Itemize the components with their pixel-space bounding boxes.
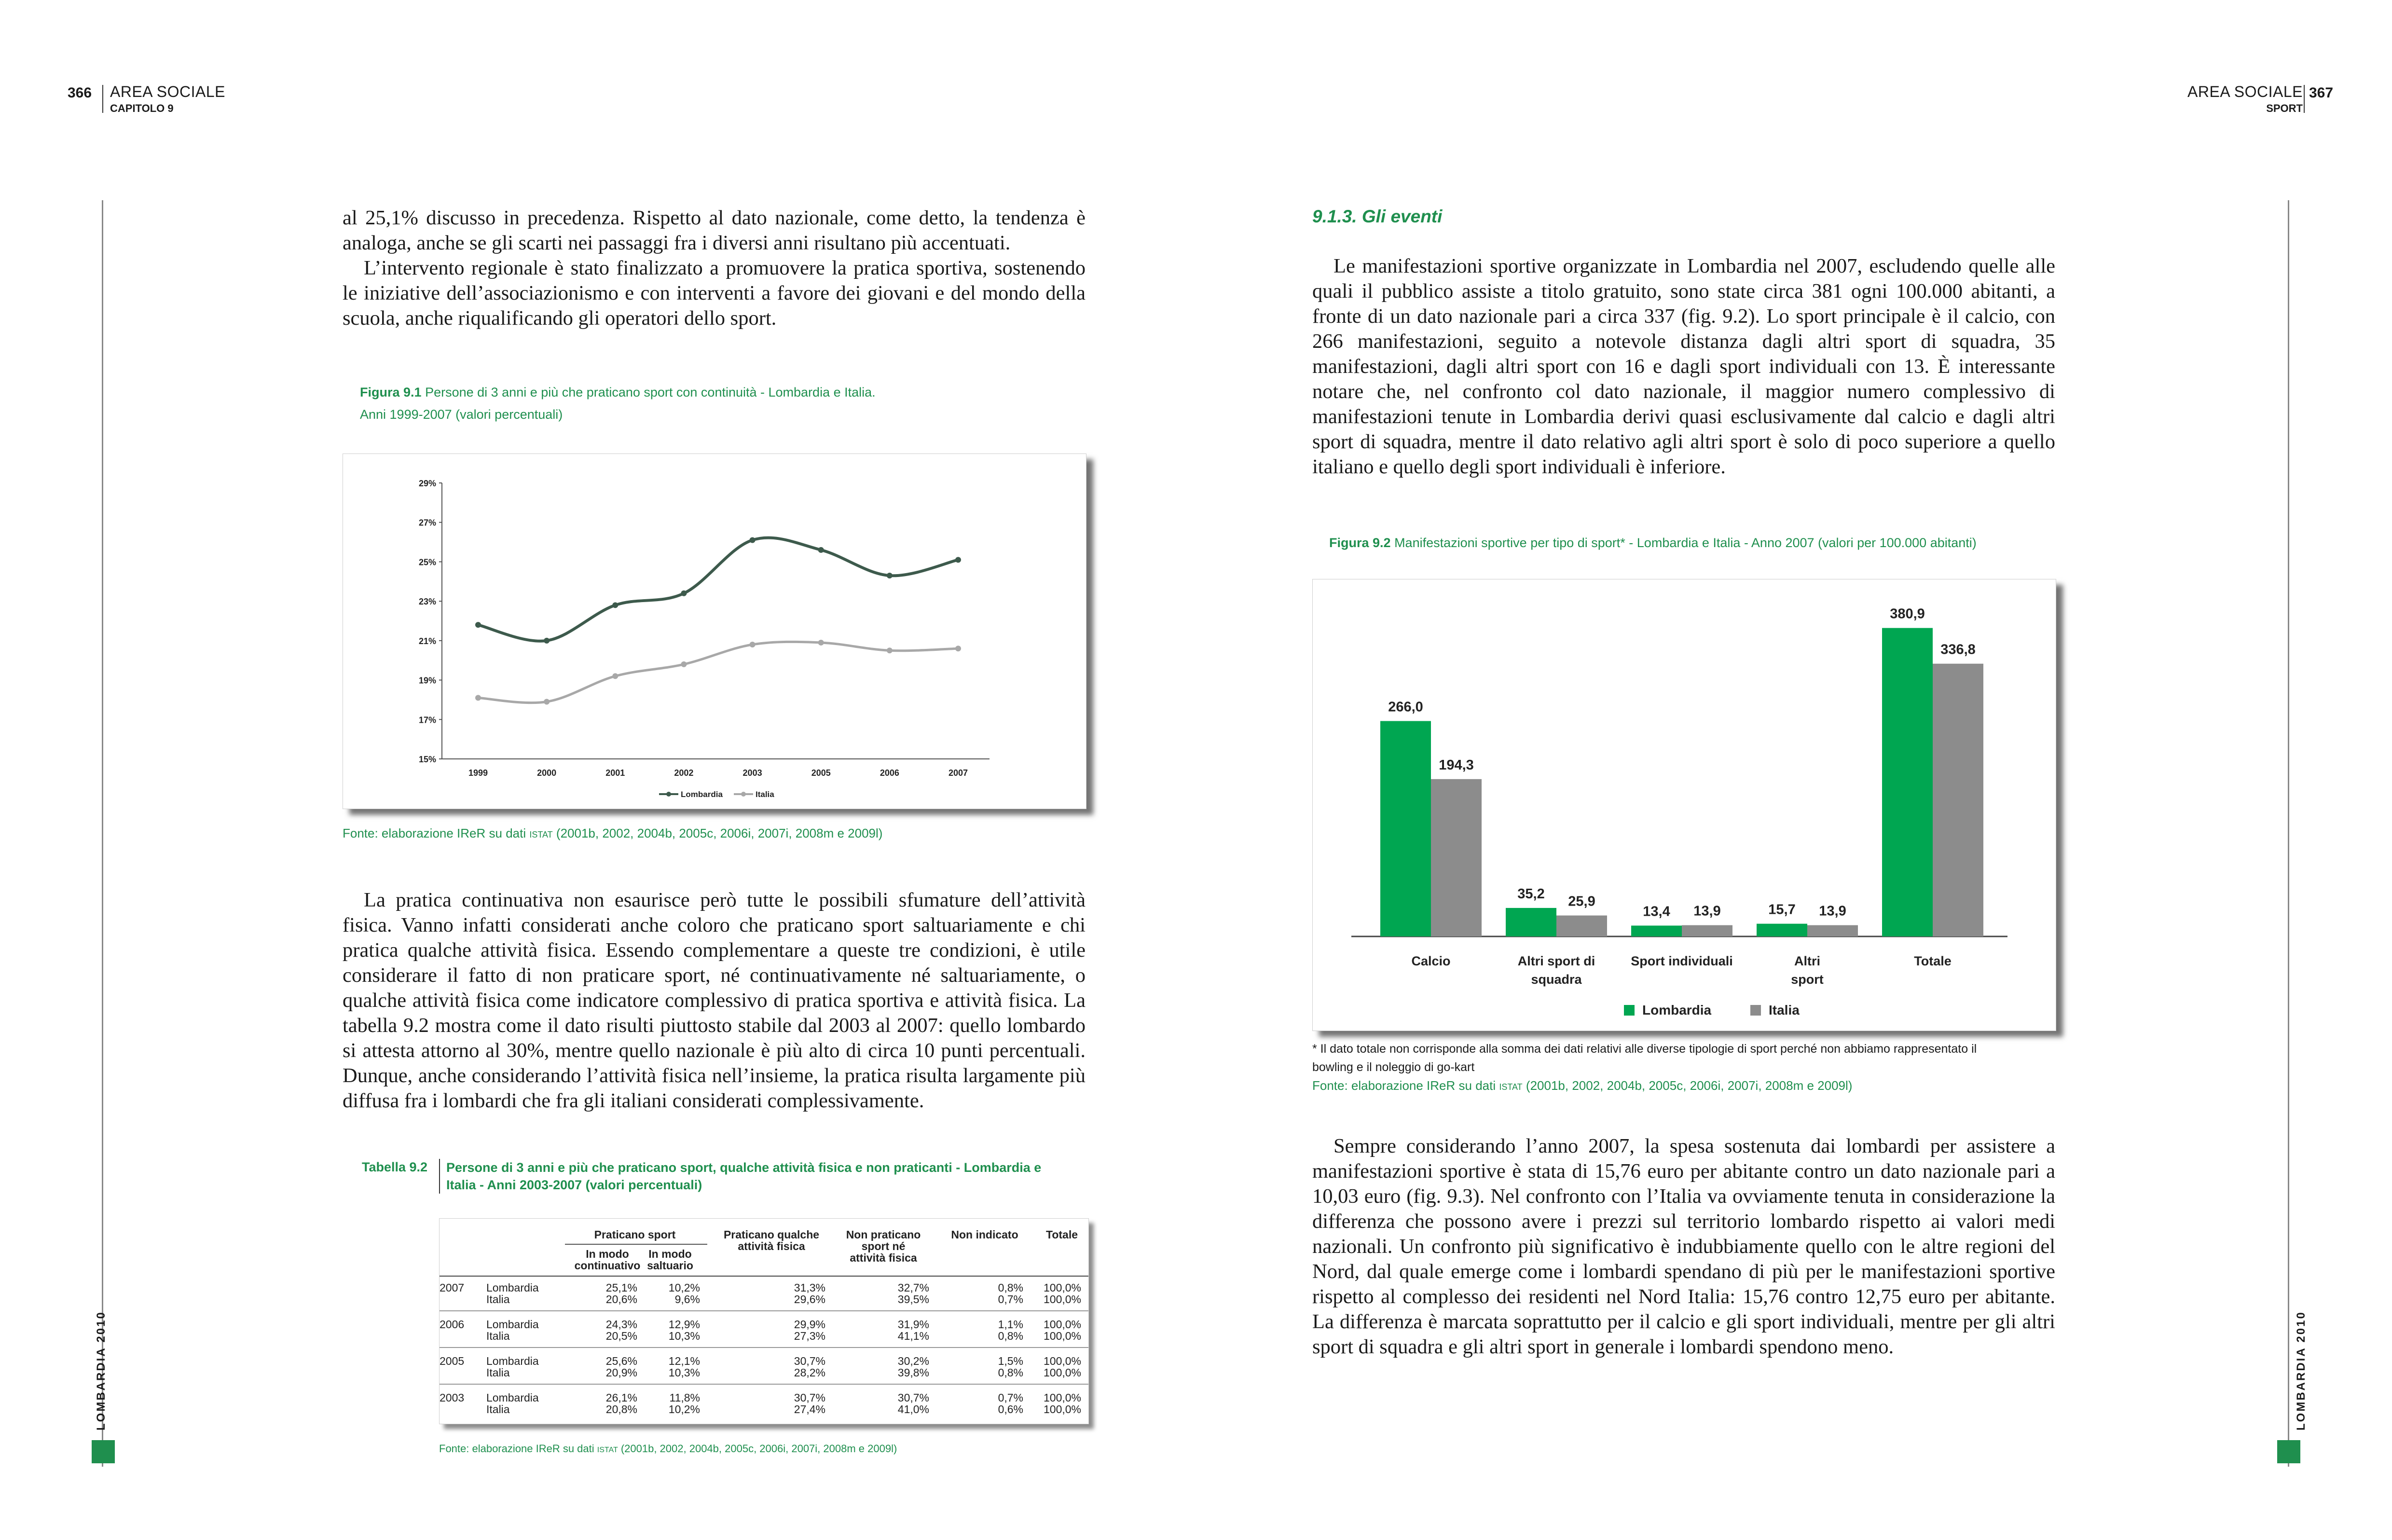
left-side-rule [102,200,103,1467]
table-cell: 12,9% [668,1318,700,1331]
table-cell: 0,7% [998,1293,1023,1306]
table-caption-line: Italia - Anni 2003-2007 (valori percentuali) [446,1178,702,1192]
y-tick-label: 17% [418,715,436,725]
table-cell: 30,7% [794,1355,825,1367]
table-cell: 25,1% [605,1281,637,1294]
source-istat: ISTAT [597,1446,618,1454]
figure-9-1-chart [343,454,1086,809]
table-cell: 27,4% [794,1403,825,1416]
bar-lombardia [1631,926,1682,936]
table-cell: 100,0% [1043,1293,1081,1306]
figure-9-1-source [343,826,882,841]
figure-caption: Persone di 3 anni e più che praticano sport con continuità - Lombardia e Italia. [425,385,876,399]
table-header: saltuario [647,1259,693,1272]
category-label: squadra [1531,972,1582,987]
table-header: Praticano qualche [723,1228,820,1241]
left-text-block-1 [343,206,1086,331]
table-region: Italia [486,1330,510,1342]
table-cell: 30,2% [897,1355,929,1367]
table-header: sport né [861,1240,906,1252]
category-label: Totale [1914,954,1952,968]
bar-lombardia [1757,924,1807,936]
right-page-number: 367 [2309,85,2334,101]
bar-lombardia [1506,908,1556,936]
table-cell: 1,5% [998,1355,1023,1367]
table-region: Lombardia [486,1355,539,1367]
table-rule [565,1244,707,1245]
data-point [475,695,481,701]
paragraph: al 25,1% discusso in precedenza. Rispetto al dato nazionale, come detto, la tendenza è analoga, anche se gli scarti nei passaggi fra i diversi anni risultano più accentuati. [343,206,1086,254]
table-cell: 31,9% [897,1318,929,1331]
table-rule [440,1347,1088,1348]
source-istat: ISTAT [1499,1082,1523,1092]
data-point [475,622,481,628]
left-page-number: 366 [68,85,92,101]
paragraph: Sempre considerando l’anno 2007, la spesa sostenuta dai lombardi per assistere a manifestazioni sportive è stata di 15,76 euro per abitante contro un dato nazionale pari a 10,03 euro (fig. 9.3). Nel confronto con l’Italia va ovviamente tenuta in considerazione la differenza che possono avere i prezzi sul territorio lombardo rispetto ai valori medi nazionali. Un confronto più significativo è indubbiamente quello con le altre regioni del Nord, dal quale emerge come i lombardi spendano di più per le manifestazioni sportive rispetto al complesso dei residenti nel Nord Italia: 15,76 contro 12,75 euro per abitante. La differenza è marcata soprattutto per il calcio e gli sport individuali, mentre per gli altri sport di squadra e gli altri sport in generale i lombardi spendono meno. [1312,1135,2055,1358]
data-label: 13,9 [1693,903,1721,919]
figure-9-2-caption [1329,532,2058,554]
figure-9-2-source [1312,1078,1852,1093]
table-cell: 0,8% [998,1366,1023,1379]
table-header: attività fisica [738,1240,805,1252]
table-year: 2007 [440,1281,465,1294]
data-point [681,591,687,596]
table-cell: 26,1% [605,1391,637,1404]
source-text: Fonte: elaborazione IReR su dati [439,1443,597,1455]
legend-marker [741,792,746,797]
category-label: Altri sport di [1517,954,1595,968]
right-header-title: AREA SOCIALE [2187,83,2303,100]
x-tick-label: 2005 [811,768,831,778]
table-body [440,1219,1088,1424]
table-cell: 30,7% [897,1391,929,1404]
table-cell: 0,7% [998,1391,1023,1404]
data-label: 266,0 [1388,699,1423,715]
table-cell: 10,2% [668,1281,700,1294]
series-line-lombardia [478,538,958,641]
right-side-label: LOMBARDIA 2010 [2295,1311,2308,1430]
table-cell: 29,9% [794,1318,825,1331]
table-header: In modo [648,1248,692,1260]
table-header: Non indicato [951,1228,1018,1241]
table-cell: 41,0% [897,1403,929,1416]
note-line: bowling e il noleggio di go-kart [1312,1060,1475,1074]
table-cell: 12,1% [668,1355,700,1367]
data-label: 13,4 [1643,904,1670,920]
table-9-2-source [439,1443,897,1455]
category-label: Altri [1794,954,1820,968]
table-cell: 100,0% [1043,1355,1081,1367]
table-cell: 100,0% [1043,1391,1081,1404]
figure-label: Figura 9.2 [1329,536,1391,550]
table-year: 2006 [440,1318,465,1331]
data-point [955,557,961,563]
table-cell: 20,6% [605,1293,637,1306]
legend-label: Lombardia [1642,1003,1712,1018]
data-label: 336,8 [1940,642,1976,658]
table-header: Non praticano [846,1228,921,1241]
table-cell: 20,5% [605,1330,637,1342]
right-text-block-1 [1312,254,2055,480]
right-text-block-2 [1312,1134,2055,1360]
data-point [887,647,893,653]
table-cell: 100,0% [1043,1366,1081,1379]
y-tick-label: 25% [418,557,436,567]
source-istat: ISTAT [529,830,553,839]
table-cell: 100,0% [1043,1330,1081,1342]
legend-label: Italia [1769,1003,1800,1018]
x-tick-label: 2002 [674,768,694,778]
bar-italia [1807,925,1858,936]
table-cell: 100,0% [1043,1318,1081,1331]
source-refs: (2001b, 2002, 2004b, 2005c, 2006i, 2007i, 2008m e 2009l) [552,826,883,840]
table-region: Lombardia [486,1318,539,1331]
table-header: continuativo [574,1259,641,1272]
table-cell: 10,3% [668,1366,700,1379]
data-label: 380,9 [1890,606,1925,622]
data-point [818,547,824,553]
x-tick-label: 2000 [537,768,557,778]
figure-caption: Anni 1999-2007 (valori percentuali) [360,407,563,422]
table-cell: 0,8% [998,1330,1023,1342]
legend-swatch [1750,1005,1761,1016]
table-year: 2003 [440,1391,465,1404]
x-tick-label: 2001 [605,768,625,778]
bar-lombardia [1882,628,1933,936]
data-label: 13,9 [1819,903,1846,919]
bar-italia [1556,916,1607,936]
right-header-subtitle: SPORT [2266,102,2303,114]
data-point [612,602,618,608]
table-cell: 0,8% [998,1281,1023,1294]
table-9-2-label: Tabella 9.2 [362,1160,428,1174]
y-tick-label: 29% [418,479,436,488]
category-label: Sport individuali [1631,954,1733,968]
section-title: 9.1.3. Gli eventi [1312,206,1443,226]
bar-italia [1933,664,1983,936]
data-label: 35,2 [1517,886,1545,902]
y-tick-label: 19% [418,675,436,686]
table-rule [440,1276,1088,1277]
data-point [955,646,961,651]
table-cell: 25,6% [605,1355,637,1367]
table-rule [440,1384,1088,1385]
data-point [544,638,550,644]
legend-marker [666,792,671,797]
figure-caption: Manifestazioni sportive per tipo di sport* - Lombardia e Italia - Anno 2007 (valori per 100.000 abitanti) [1394,536,1977,550]
source-text: Fonte: elaborazione IReR su dati [343,826,530,840]
table-region: Lombardia [486,1391,539,1404]
x-tick-label: 2003 [742,768,762,778]
table-rule [440,1310,1088,1311]
right-header-divider [2304,85,2305,113]
table-cell: 27,3% [794,1330,825,1342]
left-text-block-2 [343,888,1086,1114]
bar-chart [1313,579,2056,1031]
figure-9-1-caption [360,381,1084,426]
data-point [681,661,687,667]
table-cell: 30,7% [794,1391,825,1404]
category-label: Calcio [1411,954,1451,968]
table-cell: 1,1% [998,1318,1023,1331]
table-cell: 39,5% [897,1293,929,1306]
series-line-italia [478,642,958,702]
table-cell: 20,8% [605,1403,637,1416]
bar-lombardia [1380,721,1431,937]
legend-label: Lombardia [681,790,723,799]
y-tick-label: 27% [418,518,436,528]
left-header-divider [102,85,103,113]
table-region: Italia [486,1366,510,1379]
note-line: * Il dato totale non corrisponde alla somma dei dati relativi alle diverse tipologie di sport perché non abbiamo rappresentato il [1312,1042,1977,1056]
table-cell: 10,3% [668,1330,700,1342]
table-year: 2005 [440,1355,465,1367]
right-side-marker [2277,1440,2300,1463]
data-point [750,642,756,647]
data-point [887,573,893,578]
y-tick-label: 15% [418,755,436,764]
table-cell: 41,1% [897,1330,929,1342]
paragraph: L’intervento regionale è stato finalizzato a promuovere la pratica sportiva, sostenendo le iniziative dell’associazionismo e con interventi a favore dei giovani e del mondo della scuola, anche riqualificando gli operatori dello sport. [343,257,1086,330]
x-tick-label: 2007 [948,768,968,778]
table-region: Italia [486,1403,510,1416]
x-tick-label: 1999 [468,768,488,778]
figure-9-2-note [1312,1040,2058,1076]
data-label: 194,3 [1439,757,1474,773]
paragraph: Le manifestazioni sportive organizzate in Lombardia nel 2007, escludendo quelle alle quali il pubblico assiste a titolo gratuito, sono state circa 381 ogni 100.000 abitanti, a fronte di un dato nazionale pari a circa 337 (fig. 9.2). Lo sport principale è il calcio, con 266 manifestazioni, seguito a notevole distanza dagli altri sport di squadra, 35 manifestazioni, dagli altri sport con 16 e dagli sport individuali con 13. È interessante notare che, nel confronto col dato nazionale, il maggior numero complessivo di manifestazioni tenute in Lombardia derivi quasi esclusivamente dal calcio e dagli altri sport di squadra, mentre il dato relativo agli altri sport è solo di poco superiore a quello italiano e quello degli sport individuali è inferiore. [1312,255,2055,478]
data-point [818,640,824,646]
table-cell: 31,3% [794,1281,825,1294]
table-header: attività fisica [850,1251,917,1264]
legend-label: Italia [756,790,774,799]
data-label: 25,9 [1568,894,1595,909]
y-tick-label: 21% [418,636,436,646]
paragraph: La pratica continuativa non esaurisce però tutte le possibili sfumature dell’attività fisica. Vanno infatti considerati anche coloro che praticano sport saltuariamente e chi pratica qualche attività fisica. Essendo complementare a queste tre condizioni, è utile considerare il fatto di non praticare sport, né continuativamente né saltuariamente, o qualche attività fisica come indicatore complessivo di pratica sportiva e attività fisica. La tabella 9.2 mostra come il dato risulti piuttosto stabile dal 2003 al 2007: quello lombardo si attesta attorno al 30%, mentre quello nazionale è più alto di circa 10 punti percentuali. Dunque, anche considerando l’attività fisica nell’insieme, la pratica risulta largamente più diffusa fra i lombardi che fra gli italiani considerati complessivamente. [343,889,1086,1112]
table-caption-line: Persone di 3 anni e più che praticano sport, qualche attività fisica e non praticanti - Lombardia e [446,1160,1042,1175]
data-point [750,537,756,543]
table-region: Italia [486,1293,510,1306]
data-point [612,673,618,679]
source-refs: (2001b, 2002, 2004b, 2005c, 2006i, 2007i, 2008m e 2009l) [1522,1078,1853,1093]
table-header: Totale [1045,1228,1078,1241]
legend-swatch [1624,1005,1635,1016]
y-tick-label: 23% [418,597,436,607]
figure-label: Figura 9.1 [360,385,422,399]
table-cell: 10,2% [668,1403,700,1416]
table-cell: 9,6% [674,1293,700,1306]
table-cell: 100,0% [1043,1281,1081,1294]
table-cell: 28,2% [794,1366,825,1379]
line-chart [343,454,1086,809]
x-tick-label: 2006 [880,768,899,778]
data-label: 15,7 [1768,902,1796,918]
table-header: Praticano sport [594,1228,676,1241]
table-cell: 20,9% [605,1366,637,1379]
bar-italia [1682,925,1732,936]
source-text: Fonte: elaborazione IReR su dati [1312,1078,1499,1093]
table-cell: 39,8% [897,1366,929,1379]
category-label: sport [1791,972,1824,987]
table-cell: 29,6% [794,1293,825,1306]
table-cell: 0,6% [998,1403,1023,1416]
data-point [544,699,550,705]
table-9-2 [439,1218,1089,1424]
table-cell: 32,7% [897,1281,929,1294]
table-caption-divider [439,1159,440,1194]
left-side-label: LOMBARDIA 2010 [95,1311,108,1430]
table-region: Lombardia [486,1281,539,1294]
figure-9-2-chart [1312,579,2056,1031]
table-cell: 100,0% [1043,1403,1081,1416]
left-header-subtitle: CAPITOLO 9 [110,102,174,114]
source-refs: (2001b, 2002, 2004b, 2005c, 2006i, 2007i, 2008m e 2009l) [618,1443,897,1455]
left-side-marker [92,1440,115,1463]
right-side-rule [2288,200,2289,1467]
table-cell: 11,8% [669,1391,700,1404]
table-9-2-caption [446,1159,1088,1194]
table-cell: 24,3% [605,1318,637,1331]
table-header: In modo [586,1248,629,1260]
bar-italia [1431,779,1482,936]
left-header-title: AREA SOCIALE [110,83,225,100]
